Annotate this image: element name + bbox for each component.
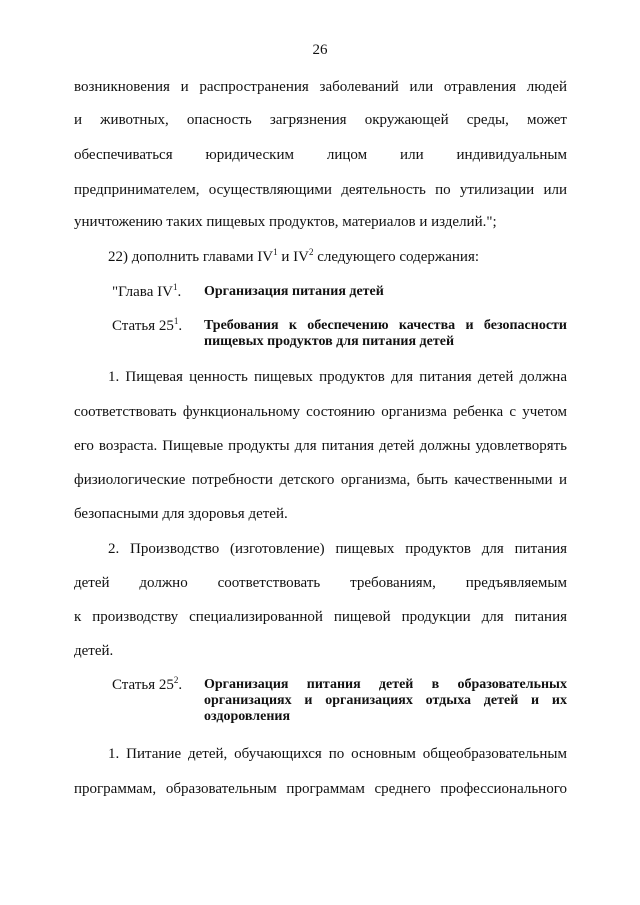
text-line: детей должно соответствовать требованиям, предъявляемым xyxy=(74,575,567,591)
title-line: оздоровления xyxy=(204,709,291,724)
page-number: 26 xyxy=(312,42,328,58)
title-line: организациях и организациях отдыха детей и их xyxy=(204,693,567,708)
text-line: детей. xyxy=(74,643,114,659)
text-line: безопасными для здоровья детей. xyxy=(74,506,288,522)
text-line: его возраста. Пищевые продукты для питания детей должны удовлетворять xyxy=(74,438,567,454)
text-line: соответствовать функциональному состоянию организма ребенка с учетом xyxy=(74,404,567,420)
text-line: к производству специализированной пищевой продукции для питания xyxy=(74,609,567,625)
text-fragment: 22) дополнить главами IV xyxy=(108,249,274,265)
article-label xyxy=(112,676,182,694)
text-line: 1. Пищевая ценность пищевых продуктов для питания детей должна xyxy=(108,369,567,385)
label-end: . xyxy=(178,318,183,334)
chapter-title: Организация питания детей xyxy=(204,284,384,299)
label-text: "Глава IV xyxy=(112,284,173,300)
superscript: 1 xyxy=(173,316,179,326)
text-line: физиологические потребности детского организма, быть качественными и xyxy=(74,472,567,488)
title-line: Требования к обеспечению качества и безопасности xyxy=(204,318,567,333)
superscript: 2 xyxy=(308,247,314,257)
label-text: Статья 25 xyxy=(112,318,174,334)
text-line: обеспечиваться юридическим лицом или индивидуальным xyxy=(74,147,567,163)
superscript: 1 xyxy=(172,282,178,292)
title-line: пищевых продуктов для питания детей xyxy=(204,334,455,349)
superscript: 1 xyxy=(273,247,278,257)
article-title xyxy=(204,318,567,350)
article-label xyxy=(112,317,182,335)
article-title xyxy=(204,677,567,725)
text-line: уничтожению таких пищевых продуктов, материалов и изделий."; xyxy=(74,214,497,230)
text-line: 2. Производство (изготовление) пищевых продуктов для питания xyxy=(108,541,567,557)
text-fragment: следующего содержания: xyxy=(313,249,480,265)
label-text: Статья 25 xyxy=(112,677,174,693)
amendment-paragraph xyxy=(108,248,567,266)
title-line: Организация питания детей в образовательных xyxy=(204,677,567,692)
superscript: 2 xyxy=(173,675,179,685)
label-end: . xyxy=(177,284,182,300)
text-line: и животных, опасность загрязнения окружающей среды, может xyxy=(74,112,567,128)
label-end: . xyxy=(178,677,183,693)
text-line: предпринимателем, осуществляющими деятельность по утилизации или xyxy=(74,182,567,198)
chapter-label xyxy=(112,283,181,301)
text-line: возникновения и распространения заболеваний или отравления людей xyxy=(74,79,567,95)
text-line: программам, образовательным программам среднего профессионального xyxy=(74,781,567,797)
text-line: 1. Питание детей, обучающихся по основным общеобразовательным xyxy=(108,746,567,762)
text-fragment: и IV xyxy=(277,249,309,265)
